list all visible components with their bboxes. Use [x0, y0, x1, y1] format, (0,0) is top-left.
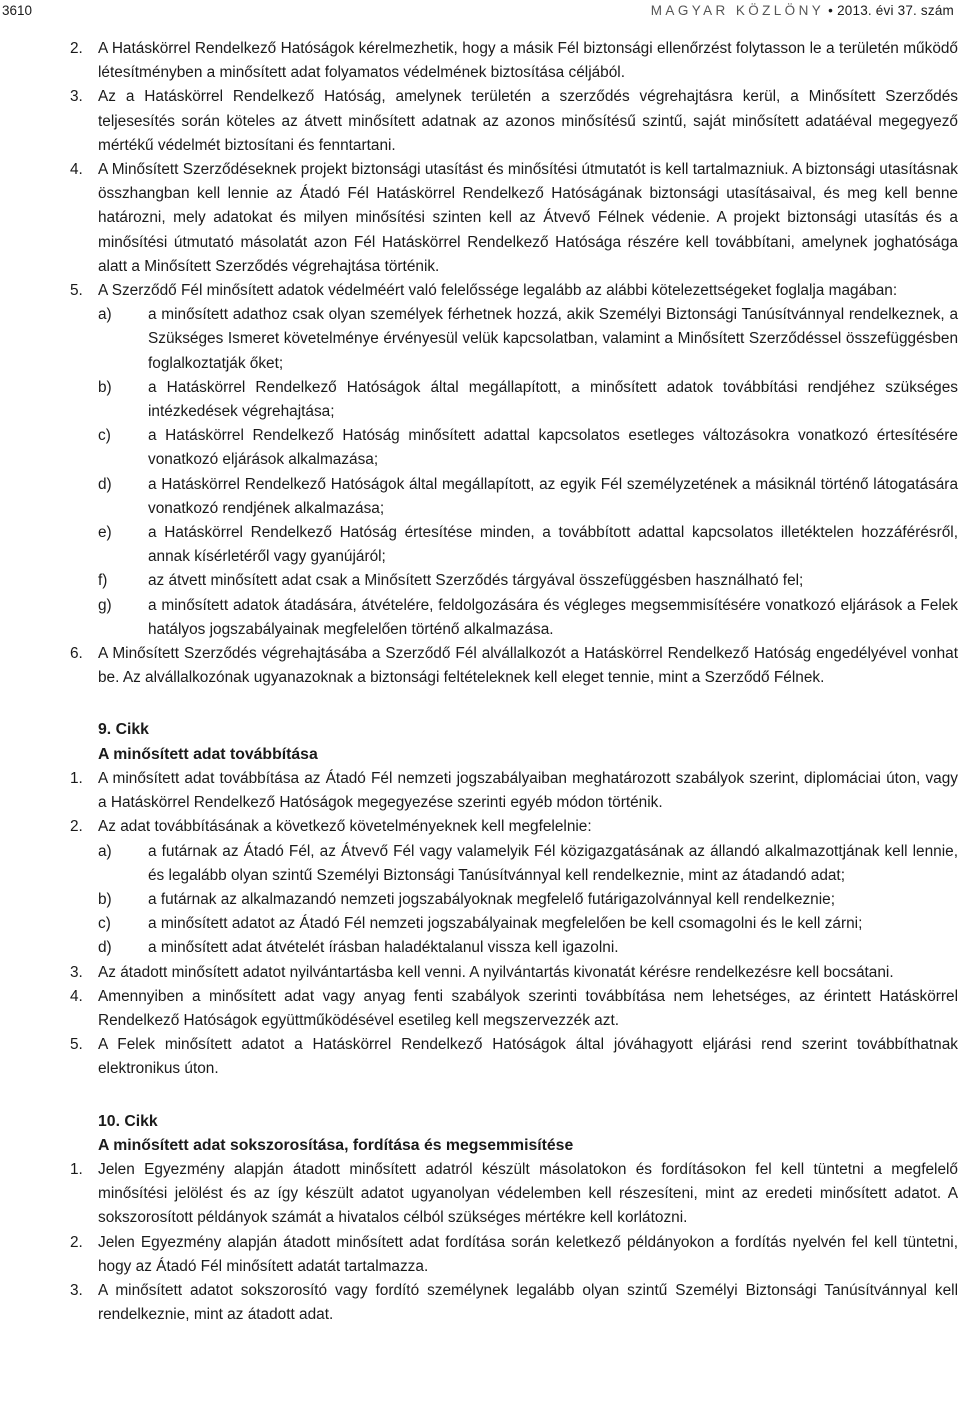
item-text: A Minősített Szerződéseknek projekt biztonsági utasítást és minősítési útmutatót is kell tartalmazniuk. A biztonsági utasításnak összhangban kell lennie az Átadó Fél Hatáskörrel Rendelkező Hatóságának biztonsági utasításaival, és meg kell benne határozni, mely adatokat és milyen minősítési szinten kell az Átvevő Félnek védenie. A projekt biztonsági utasítás és a minősítési útmutató másolatát azon Fél Hatáskörrel Rendelkező Hatósága részére kell továbbítani, amelynek joghatósága alatt a Minősített Szerződés végrehajtása történik.: [98, 161, 958, 275]
subitem-text: a minősített adatok átadására, átvételére, feldolgozására és végleges megsemmisítésére vonatkozó eljárások a Felek hatályos jogszabályainak megfelelően történő alkalmazása.: [148, 596, 958, 638]
numbered-item: [70, 85, 958, 158]
subitem-text: a futárnak az alkalmazandó nemzeti jogszabályoknak megfelelő futárigazolvánnyal kell rendelkeznie;: [148, 890, 835, 908]
item-text: Az átadott minősített adatot nyilvántartásba kell venni. A nyilvántartás kivonatát kérésre rendelkezésre kell bocsátani.: [98, 963, 894, 981]
item-text: Jelen Egyezmény alapján átadott minősített adat fordítása során keletkező példányokon a fordítás nyelvén fel kell tüntetni, hogy az Átadó Fél minősített adatát tartalmazza.: [98, 1233, 958, 1275]
item-number: 1.: [70, 1160, 83, 1178]
item-number: 3.: [70, 963, 83, 981]
numbered-item: [70, 985, 958, 1033]
item-text: A minősített adat továbbítása az Átadó Fél nemzeti jogszabályaiban meghatározott szabályok szerint, diplomáciai úton, vagy a Hatáskörrel Rendelkező Hatóságok megegyezése szerinti egyéb módon történik.: [98, 769, 958, 812]
item-text: Jelen Egyezmény alapján átadott minősített adatról készült másolatokon és fordításokon fel kell tüntetni a megfelelő minősítési jelölést és az így készült adatot ugyanolyan védelemben kell részesíteni, mint az eredeti minősített adatot. A sokszorosított példányok számát a hivatalos célból szükséges mértékre kell korlátozni.: [98, 1160, 958, 1227]
subitem-letter: b): [98, 378, 112, 396]
lettered-subitem: [70, 840, 958, 888]
item-number: 5.: [70, 282, 83, 300]
subitem-letter: b): [98, 890, 112, 908]
subitem-text: a Hatáskörrel Rendelkező Hatóság értesítése minden, a továbbított adattal kapcsolatos illetéktelen hozzáférésről, annak kísérletéről vagy gyanújáról;: [148, 524, 958, 566]
numbered-item: [70, 1033, 958, 1081]
lettered-subitem: [70, 376, 958, 424]
subitem-text: a Hatáskörrel Rendelkező Hatóságok által megállapított, a minősített adatok továbbítási rendjéhez szükséges intézkedések végrehajtása;: [148, 378, 958, 421]
item-number: 2.: [70, 40, 83, 57]
lettered-subitem: [70, 303, 958, 376]
item-number: 2.: [70, 818, 83, 836]
subitem-letter: c): [98, 427, 111, 445]
item-number: 4.: [70, 161, 83, 179]
numbered-item: [70, 815, 958, 839]
item-text: Amennyiben a minősített adat vagy anyag fenti szabályok szerinti továbbítása nem lehetséges, az érintett Hatáskörrel Rendelkező Hatóságok együttműködésével esetileg kell megszervezzék azt.: [98, 987, 958, 1029]
lettered-subitem: [70, 912, 958, 936]
item-number: 4.: [70, 987, 83, 1005]
numbered-item: [70, 1279, 958, 1327]
subitem-text: a futárnak az Átadó Fél, az Átvevő Fél vagy valamelyik Fél közigazgatásának az állandó alkalmazottjának kell lennie, és legalább olyan szintű Személyi Biztonsági Tanúsítvánnyal kell rendelkeznie, mint az átadandó adat;: [148, 842, 958, 884]
lettered-subitem: [70, 521, 958, 569]
lettered-subitem: [70, 594, 958, 642]
item-text: Az a Hatáskörrel Rendelkező Hatóság, amelynek területén a szerződés végrehajtásra kerül, a Minősített Szerződés teljesesítés során köteles az átvett minősített adatnak az azonos minősítésű szintű, saját minősített adatáéval megegyező mértékű védelmét biztosítani és fenntartani.: [98, 88, 958, 154]
journal-title: MAGYAR KÖZLÖNY: [650, 3, 825, 18]
item-text: A Hatáskörrel Rendelkező Hatóságok kérelmezhetik, hogy a másik Fél biztonsági ellenőrzést folytasson le a területén működő létesítményben a minősített adat folyamatos védelmének biztosítása céljából.: [98, 40, 958, 82]
lettered-subitem: [70, 888, 958, 912]
item-number: 1.: [70, 769, 83, 787]
subitem-letter: d): [98, 939, 112, 957]
lettered-subitem: [70, 473, 958, 521]
subitem-text: a minősített adat átvételét írásban haladéktalanul vissza kell igazolni.: [148, 939, 619, 957]
lettered-subitem: [70, 936, 958, 960]
subitem-letter: a): [98, 306, 112, 324]
numbered-item: [70, 279, 958, 303]
subitem-letter: g): [98, 596, 112, 614]
item-number: 6.: [70, 645, 83, 663]
page-header: [0, 0, 960, 22]
item-text: A Felek minősített adatot a Hatáskörrel Rendelkező Hatóságok által jóváhagyott eljárási rend szerint továbbíthatnak elektronikus úton.: [98, 1036, 958, 1078]
lettered-subitem: [70, 424, 958, 472]
separator-dot: •: [828, 3, 834, 18]
subitem-letter: f): [98, 572, 108, 590]
subitem-text: a Hatáskörrel Rendelkező Hatóság minősített adattal kapcsolatos esetleges változásokra vonatkozó értesítésére vonatkozó eljárások alkalmazása;: [148, 427, 958, 469]
subitem-letter: c): [98, 915, 111, 933]
subitem-letter: d): [98, 475, 112, 493]
numbered-item: [70, 767, 958, 815]
item-number: 3.: [70, 1281, 83, 1299]
subitem-text: az átvett minősített adat csak a Minősített Szerződés tárgyával összefüggésben használható fel;: [148, 572, 804, 590]
item-text: Az adat továbbításának a következő követelményeknek kell megfelelnie:: [98, 818, 592, 836]
document-body: [70, 37, 958, 1327]
item-number: 2.: [70, 1233, 83, 1251]
subitem-letter: e): [98, 524, 112, 542]
article-title: A minősített adat sokszorosítása, fordítása és megsemmisítése: [98, 1136, 574, 1154]
subitem-letter: a): [98, 842, 112, 860]
numbered-item: [70, 158, 958, 279]
numbered-item: [70, 1158, 958, 1231]
article-title: A minősített adat továbbítása: [98, 745, 318, 763]
subitem-text: a minősített adathoz csak olyan személyek férhetnek hozzá, akik Személyi Biztonsági Tanúsítvánnyal rendelkeznek, a Szükséges Ismeret követelménye érvényesül velük kapcsolatban, valamint a Minősített Szerződéssel összefüggésben foglalkoztatják őket;: [148, 306, 958, 372]
subitem-text: a minősített adatot az Átadó Fél nemzeti jogszabályainak megfelelően be kell csomagolni és le kell zárni;: [148, 915, 863, 933]
lettered-subitem: [70, 569, 958, 593]
item-text: A Szerződő Fél minősített adatok védelméért való felelőssége legalább az alábbi kötelezettségeket foglalja magában:: [98, 282, 898, 300]
page-number: 3610: [2, 3, 33, 18]
numbered-item: [70, 642, 958, 690]
article-number: 9. Cikk: [98, 721, 149, 739]
issue-label: 2013. évi 37. szám: [837, 3, 954, 18]
numbered-item: [70, 37, 958, 85]
running-head: [651, 0, 954, 22]
item-text: A Minősített Szerződés végrehajtásába a Szerződő Fél alvállalkozót a Hatáskörrel Rendelkező Hatóság engedélyével vonhat be. Az alvállalkozónak ugyanazoknak a biztonsági feltételeknek kell eleget tennie, mint a Szerződő Félnek.: [98, 645, 958, 687]
numbered-item: [70, 961, 958, 985]
item-number: 5.: [70, 1036, 83, 1054]
item-text: A minősített adatot sokszorosító vagy fordító személynek legalább olyan szintű Személyi Biztonsági Tanúsítvánnyal kell rendelkeznie, mint az átadott adat.: [98, 1281, 958, 1324]
subitem-text: a Hatáskörrel Rendelkező Hatóságok által megállapított, az egyik Fél személyzetének a másiknál történő látogatására vonatkozó rendjének alkalmazása;: [148, 475, 958, 517]
numbered-item: [70, 1231, 958, 1279]
item-number: 3.: [70, 88, 83, 106]
article-number: 10. Cikk: [98, 1112, 158, 1130]
